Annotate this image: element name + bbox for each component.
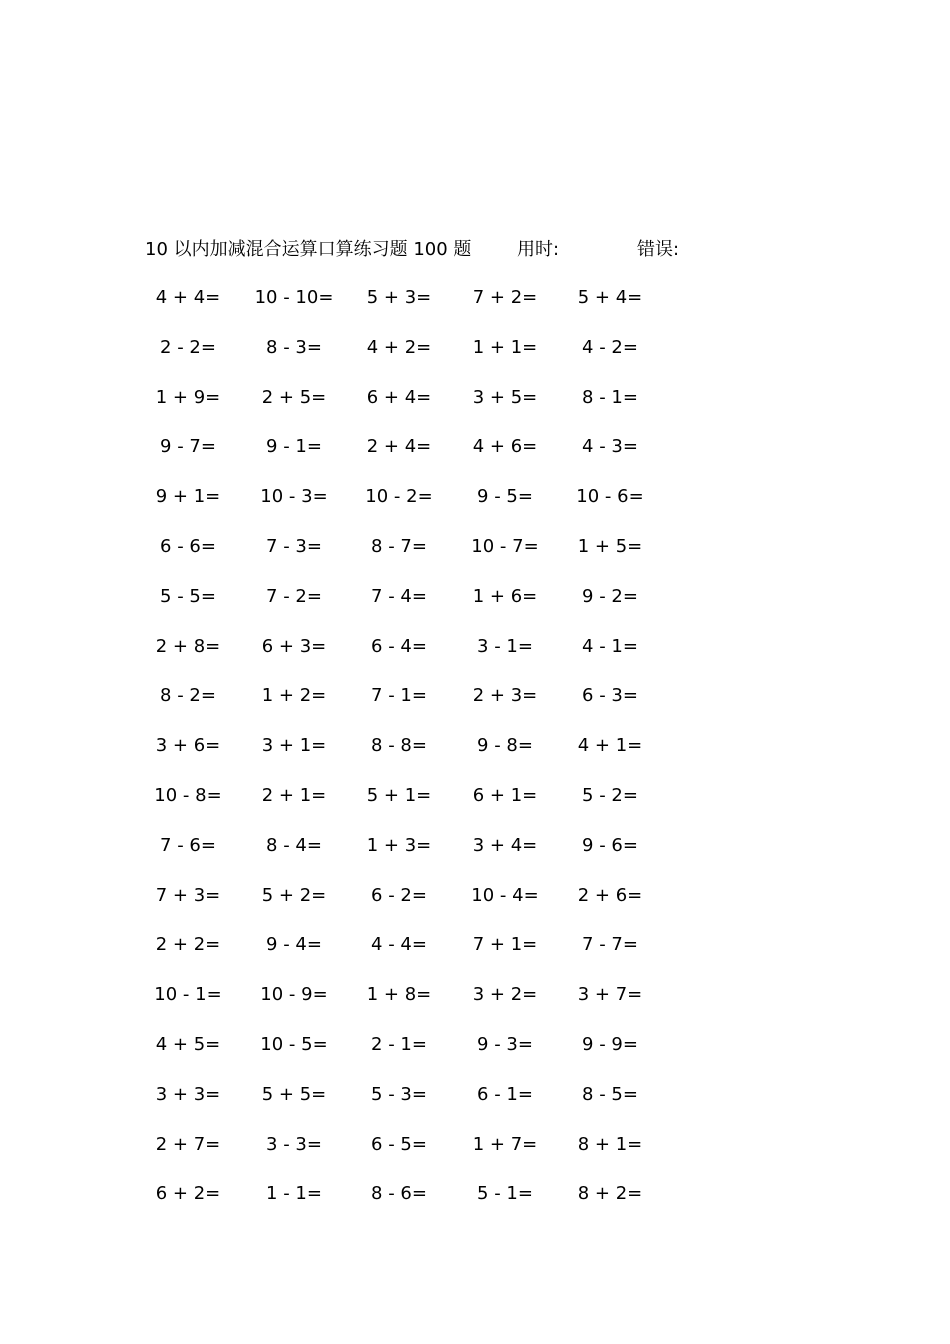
problem-row xyxy=(140,633,680,683)
arithmetic-problem: 7 - 7= xyxy=(582,934,638,956)
arithmetic-problem: 1 + 3= xyxy=(366,834,432,856)
arithmetic-problem: 6 - 6= xyxy=(160,535,216,557)
arithmetic-problem: 6 - 2= xyxy=(371,884,427,906)
arithmetic-problem: 3 - 1= xyxy=(477,635,533,657)
arithmetic-problem: 2 - 1= xyxy=(371,1033,427,1055)
arithmetic-problem: 5 - 2= xyxy=(582,784,638,806)
arithmetic-problem: 8 - 5= xyxy=(582,1083,638,1105)
arithmetic-problem: 7 - 6= xyxy=(160,834,216,856)
problem-row xyxy=(140,1081,680,1131)
arithmetic-problem: 9 - 8= xyxy=(477,735,533,757)
arithmetic-problem: 5 - 1= xyxy=(477,1183,533,1205)
problem-row xyxy=(140,682,680,732)
problem-row xyxy=(140,384,680,434)
problem-grid xyxy=(140,284,680,1230)
arithmetic-problem: 1 + 8= xyxy=(366,984,432,1006)
arithmetic-problem: 5 + 1= xyxy=(366,784,432,806)
problem-row xyxy=(140,583,680,633)
arithmetic-problem: 1 + 1= xyxy=(472,336,538,358)
problem-row xyxy=(140,931,680,981)
arithmetic-problem: 6 + 1= xyxy=(472,784,538,806)
worksheet-title: 10 以内加减混合运算口算练习题 100 题 xyxy=(145,239,472,260)
arithmetic-problem: 2 + 1= xyxy=(261,784,327,806)
problem-row xyxy=(140,284,680,334)
arithmetic-problem: 9 - 4= xyxy=(266,934,322,956)
arithmetic-problem: 4 + 5= xyxy=(155,1033,221,1055)
arithmetic-problem: 9 - 2= xyxy=(582,585,638,607)
arithmetic-problem: 6 - 5= xyxy=(371,1133,427,1155)
arithmetic-problem: 7 + 1= xyxy=(472,934,538,956)
arithmetic-problem: 9 - 1= xyxy=(266,436,322,458)
arithmetic-problem: 5 - 3= xyxy=(371,1083,427,1105)
arithmetic-problem: 4 - 3= xyxy=(582,436,638,458)
arithmetic-problem: 6 - 1= xyxy=(477,1083,533,1105)
arithmetic-problem: 10 - 8= xyxy=(154,784,222,806)
arithmetic-problem: 1 + 5= xyxy=(577,535,643,557)
arithmetic-problem: 7 - 4= xyxy=(371,585,427,607)
arithmetic-problem: 6 + 3= xyxy=(261,635,327,657)
arithmetic-problem: 7 + 3= xyxy=(155,884,221,906)
problem-row xyxy=(140,1131,680,1181)
arithmetic-problem: 5 + 3= xyxy=(366,287,432,308)
problem-row xyxy=(140,483,680,533)
arithmetic-problem: 1 - 1= xyxy=(266,1183,322,1205)
arithmetic-problem: 10 - 7= xyxy=(471,535,539,557)
arithmetic-problem: 1 + 2= xyxy=(261,685,327,707)
arithmetic-problem: 3 + 5= xyxy=(472,386,538,408)
arithmetic-problem: 3 + 1= xyxy=(261,735,327,757)
arithmetic-problem: 4 + 2= xyxy=(366,336,432,358)
arithmetic-problem: 10 - 3= xyxy=(260,486,328,508)
arithmetic-problem: 10 - 4= xyxy=(471,884,539,906)
arithmetic-problem: 3 + 3= xyxy=(155,1083,221,1105)
arithmetic-problem: 9 - 3= xyxy=(477,1033,533,1055)
arithmetic-problem: 10 - 6= xyxy=(576,486,644,508)
arithmetic-problem: 2 + 7= xyxy=(155,1133,221,1155)
arithmetic-problem: 8 - 2= xyxy=(160,685,216,707)
problem-row xyxy=(140,433,680,483)
problem-row xyxy=(140,882,680,932)
arithmetic-problem: 6 - 3= xyxy=(582,685,638,707)
arithmetic-problem: 1 + 9= xyxy=(155,386,221,408)
arithmetic-problem: 6 + 2= xyxy=(155,1183,221,1205)
arithmetic-problem: 3 + 6= xyxy=(155,735,221,757)
arithmetic-problem: 8 - 3= xyxy=(266,336,322,358)
arithmetic-problem: 2 + 5= xyxy=(261,386,327,408)
arithmetic-problem: 2 + 8= xyxy=(155,635,221,657)
arithmetic-problem: 8 + 2= xyxy=(577,1183,643,1205)
arithmetic-problem: 2 + 4= xyxy=(366,436,432,458)
arithmetic-problem: 4 - 1= xyxy=(582,635,638,657)
arithmetic-problem: 4 + 6= xyxy=(472,436,538,458)
arithmetic-problem: 8 - 6= xyxy=(371,1183,427,1205)
arithmetic-problem: 10 - 2= xyxy=(365,486,433,508)
errors-label: 错误: xyxy=(637,239,680,260)
arithmetic-problem: 6 - 4= xyxy=(371,635,427,657)
problem-row xyxy=(140,981,680,1031)
arithmetic-problem: 9 - 6= xyxy=(582,834,638,856)
problem-row xyxy=(140,732,680,782)
arithmetic-problem: 8 - 7= xyxy=(371,535,427,557)
arithmetic-problem: 8 - 4= xyxy=(266,834,322,856)
arithmetic-problem: 10 - 9= xyxy=(260,984,328,1006)
problem-row xyxy=(140,1031,680,1081)
arithmetic-problem: 10 - 10= xyxy=(254,287,334,308)
problem-row xyxy=(140,782,680,832)
time-used-label: 用时: xyxy=(517,239,560,260)
arithmetic-problem: 2 + 2= xyxy=(155,934,221,956)
arithmetic-problem: 3 + 2= xyxy=(472,984,538,1006)
arithmetic-problem: 4 + 1= xyxy=(577,735,643,757)
problem-row xyxy=(140,832,680,882)
arithmetic-problem: 1 + 7= xyxy=(472,1133,538,1155)
arithmetic-problem: 1 + 6= xyxy=(472,585,538,607)
arithmetic-problem: 3 + 4= xyxy=(472,834,538,856)
arithmetic-problem: 7 - 2= xyxy=(266,585,322,607)
arithmetic-problem: 5 + 2= xyxy=(261,884,327,906)
arithmetic-problem: 10 - 5= xyxy=(260,1033,328,1055)
arithmetic-problem: 8 - 1= xyxy=(582,386,638,408)
problem-row xyxy=(140,334,680,384)
arithmetic-problem: 5 - 5= xyxy=(160,585,216,607)
arithmetic-problem: 4 - 2= xyxy=(582,336,638,358)
arithmetic-problem: 2 - 2= xyxy=(160,336,216,358)
arithmetic-problem: 7 + 2= xyxy=(472,287,538,308)
arithmetic-problem: 8 + 1= xyxy=(577,1133,643,1155)
arithmetic-problem: 9 - 9= xyxy=(582,1033,638,1055)
arithmetic-problem: 5 + 4= xyxy=(577,287,643,308)
arithmetic-problem: 10 - 1= xyxy=(154,984,222,1006)
arithmetic-problem: 8 - 8= xyxy=(371,735,427,757)
arithmetic-problem: 9 - 7= xyxy=(160,436,216,458)
arithmetic-problem: 7 - 3= xyxy=(266,535,322,557)
problem-row xyxy=(140,1180,680,1230)
arithmetic-problem: 4 + 4= xyxy=(155,287,221,308)
arithmetic-problem: 2 + 3= xyxy=(472,685,538,707)
arithmetic-problem: 3 - 3= xyxy=(266,1133,322,1155)
arithmetic-problem: 2 + 6= xyxy=(577,884,643,906)
arithmetic-problem: 7 - 1= xyxy=(371,685,427,707)
arithmetic-problem: 4 - 4= xyxy=(371,934,427,956)
arithmetic-problem: 9 + 1= xyxy=(155,486,221,508)
arithmetic-problem: 9 - 5= xyxy=(477,486,533,508)
problem-row xyxy=(140,533,680,583)
arithmetic-problem: 3 + 7= xyxy=(577,984,643,1006)
arithmetic-problem: 5 + 5= xyxy=(261,1083,327,1105)
arithmetic-problem: 6 + 4= xyxy=(366,386,432,408)
